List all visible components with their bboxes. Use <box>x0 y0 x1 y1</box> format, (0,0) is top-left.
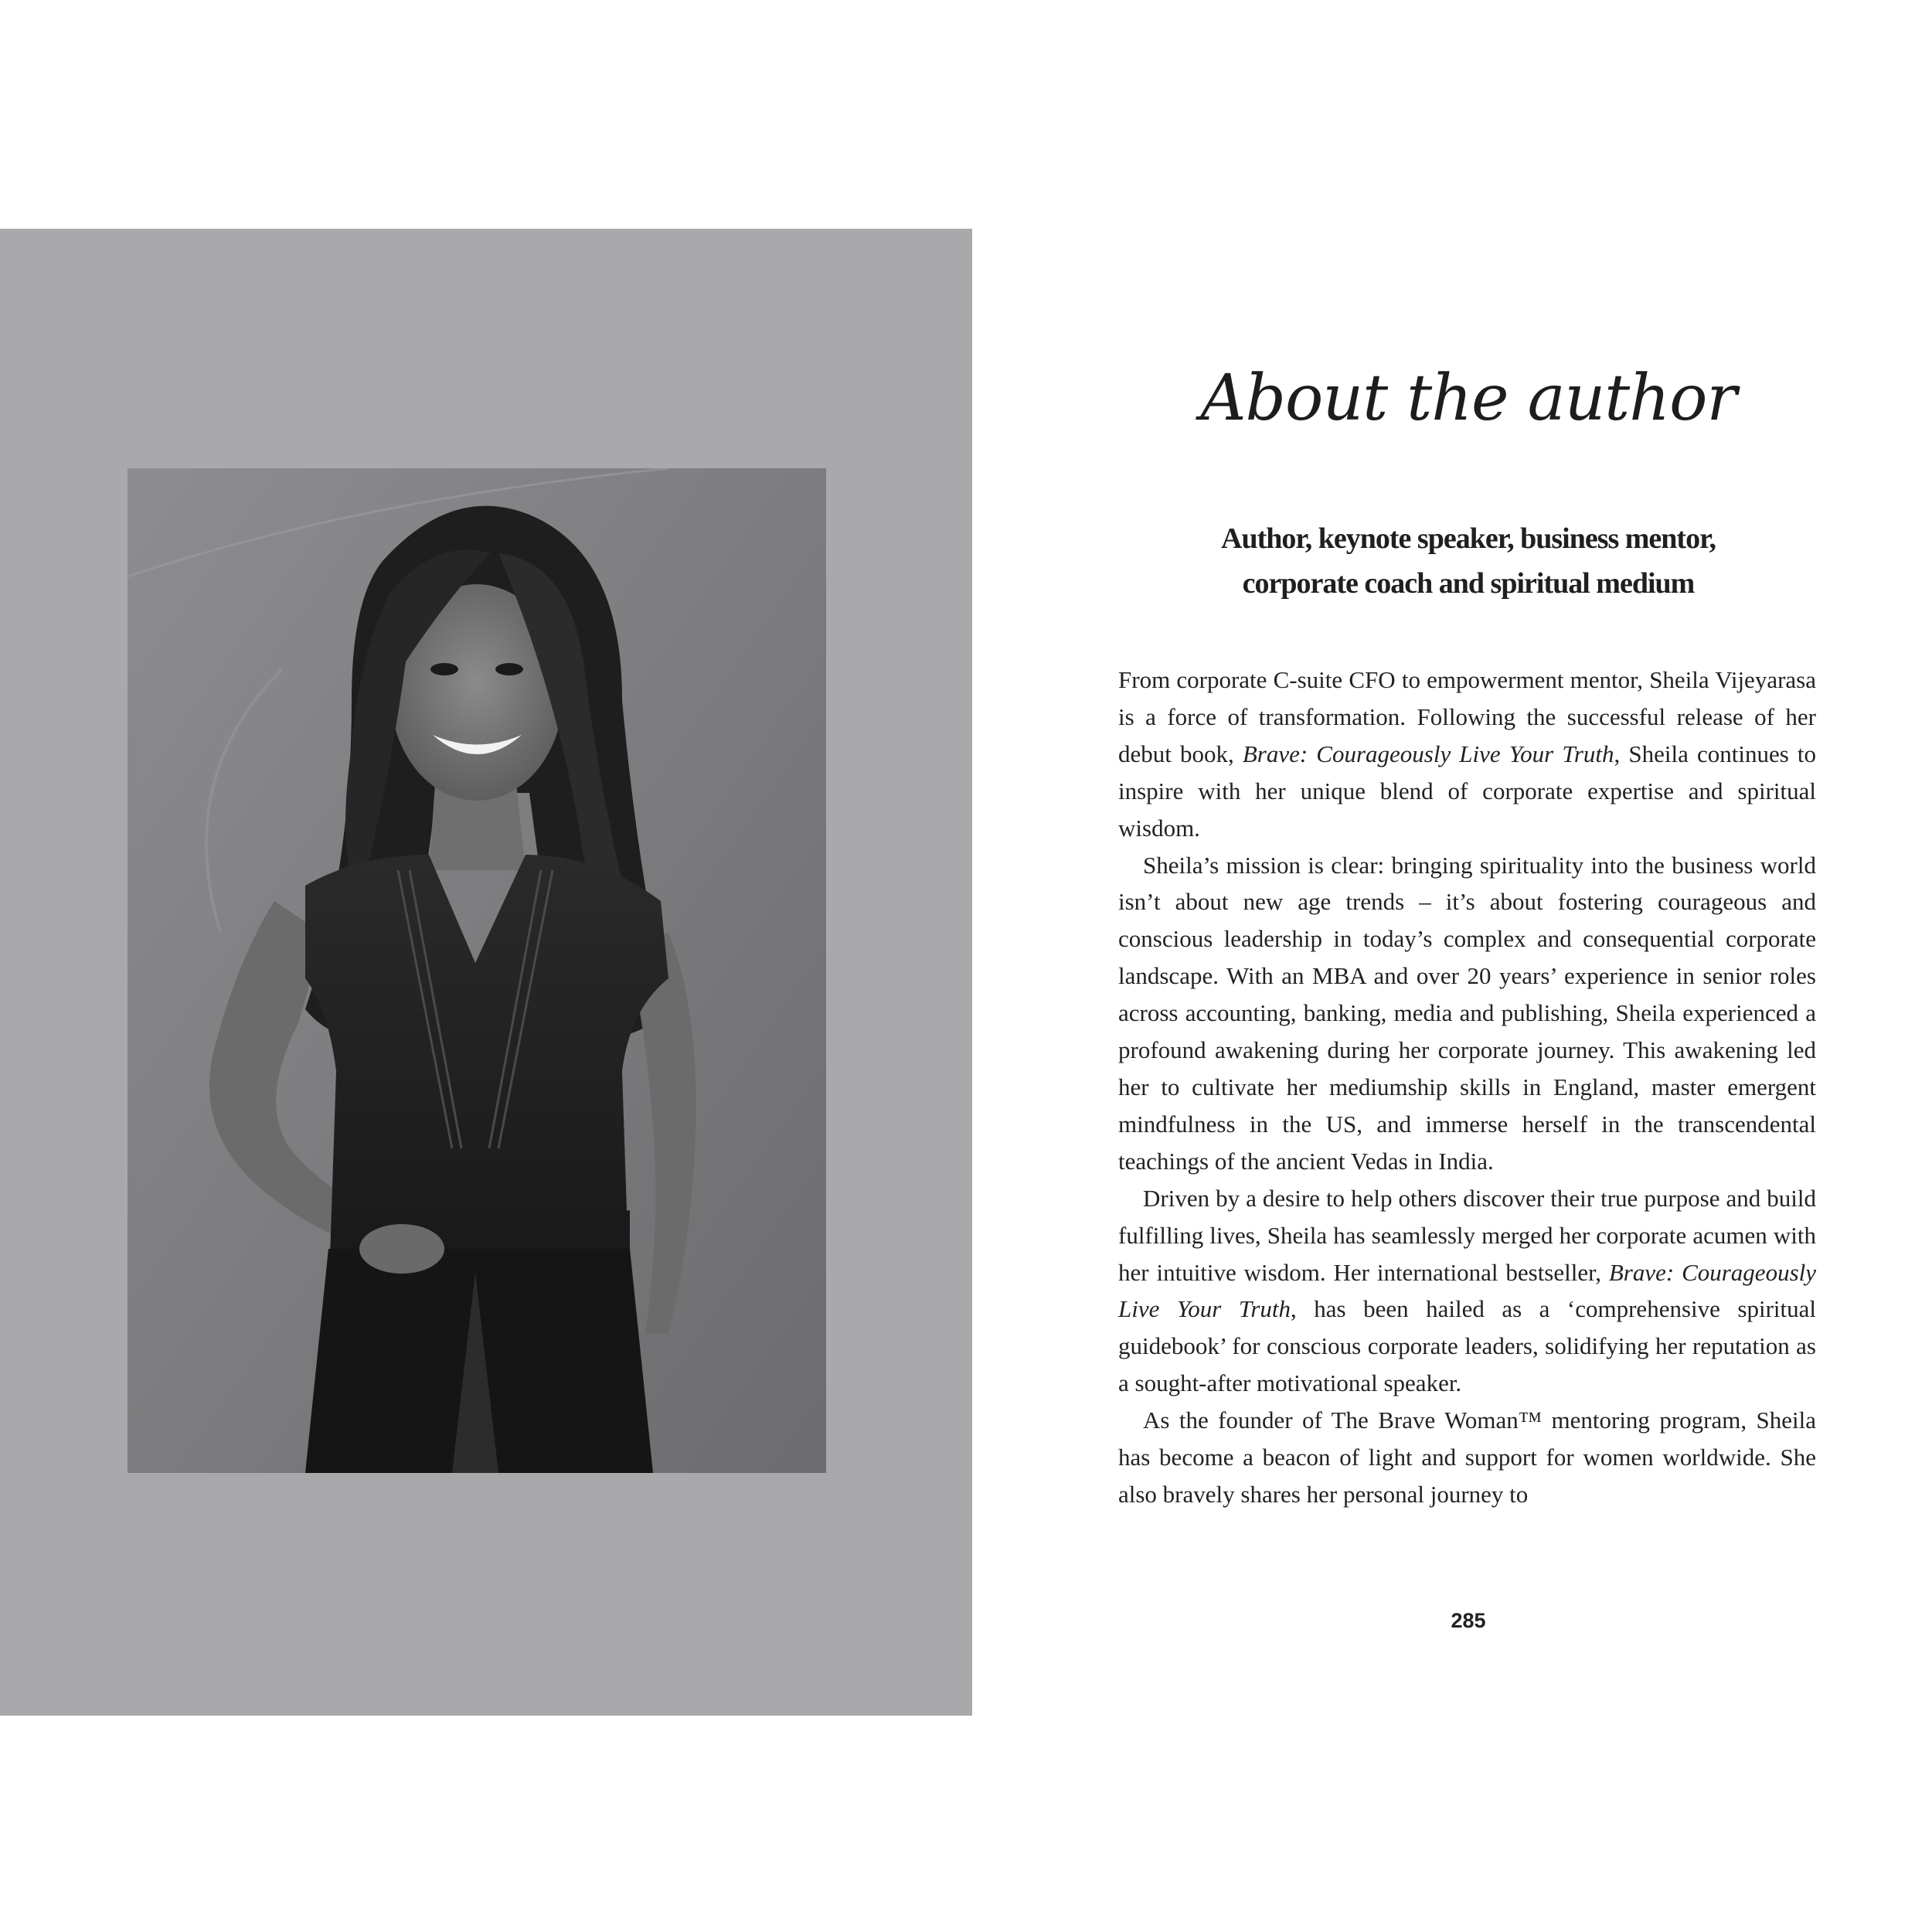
paragraph-text: , Sheila continues to inspire with her unique blend of corporate expertise and spiritual wisdom. <box>1118 740 1816 842</box>
author-portrait-illustration <box>128 468 826 1473</box>
paragraph-text: , has been hailed as a ‘comprehensive spiritual guidebook’ for conscious corporate leaders, solidifying her reputation as a sought-after motivational speaker. <box>1118 1295 1816 1397</box>
biography-paragraph <box>1118 1402 1816 1513</box>
subtitle-line: Author, keynote speaker, business mentor, <box>1221 522 1716 555</box>
author-photo <box>128 468 826 1473</box>
paragraph-text: Sheila’s mission is clear: bringing spirituality into the business world isn’t about new age trends – it’s about fostering courageous and conscious leadership in today’s complex and consequential corporate landscape. With an MBA and over 20 years’ experience in senior roles across accounting, banking, media and publishing, Sheila experienced a profound awakening during her corporate journey. This awakening led her to cultivate her mediumship skills in England, master emergent mindfulness in the US, and immerse herself in the transcendental teachings of the ancient Vedas in India. <box>1118 851 1816 1175</box>
biography-paragraph <box>1118 1180 1816 1402</box>
page-title: About the author <box>1200 362 1736 435</box>
subtitle-line: corporate coach and spiritual medium <box>1242 567 1695 600</box>
biography-paragraph <box>1118 847 1816 1180</box>
author-roles-subtitle <box>1121 516 1816 606</box>
book-title-italic: Brave: Courageously Live Your Truth <box>1118 1258 1817 1323</box>
page-number: 285 <box>1451 1609 1486 1632</box>
paragraph-text: As the founder of The Brave Woman™ mentoring program, Sheila has become a beacon of light and support for women worldwide. She also bravely shares her personal journey to <box>1118 1406 1816 1508</box>
book-title-italic: Brave: Courageously Live Your Truth <box>1242 740 1614 767</box>
biography-text <box>1118 662 1816 1513</box>
paragraph-text: Driven by a desire to help others discover their true purpose and build fulfilling lives, Sheila has seamlessly merged her corporate acumen with her intuitive wisdom. Her international bestseller, <box>1118 1184 1816 1286</box>
paragraph-text: From corporate C-suite CFO to empowerment mentor, Sheila Vijeyarasa is a force of transformation. Following the successful release of her debut book, <box>1118 666 1816 767</box>
biography-paragraph <box>1118 662 1816 847</box>
